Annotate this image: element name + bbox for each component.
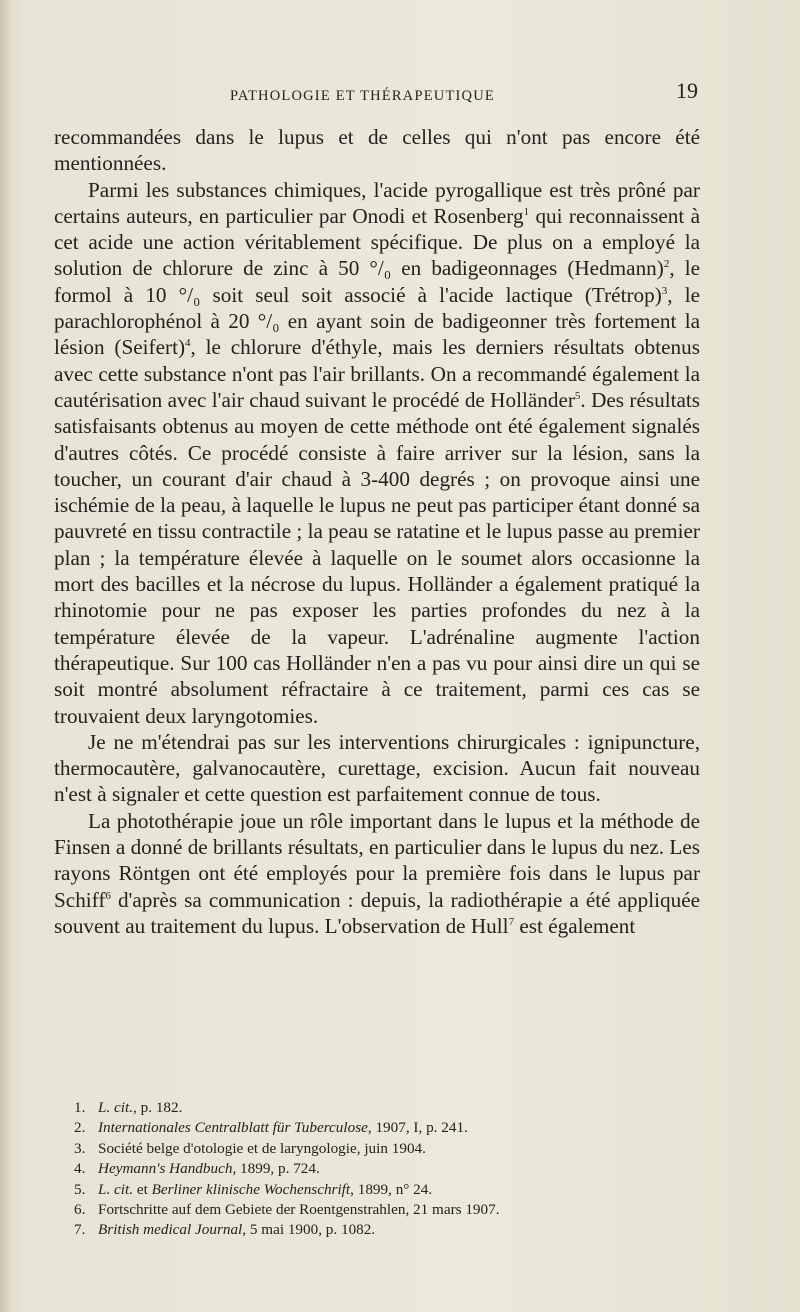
footnote-ref: 2 <box>663 258 670 271</box>
footnote-title: Heymann's Handbuch <box>98 1160 233 1178</box>
text-run: , le parachlorophénol à 20 °/₀ en ayant soin de badigeonner très fortement la lésion (Seifert) <box>54 282 700 360</box>
footnote <box>74 1118 714 1138</box>
footnote-title: Berliner klinische Wochenschrift <box>151 1180 351 1198</box>
page-number: 19 <box>676 78 698 103</box>
footnote-number: 4. <box>74 1160 86 1178</box>
footnote-text: , 1907, I, p. 241. <box>367 1119 468 1137</box>
footnote-text: , 5 mai 1900, p. 1082. <box>242 1221 376 1239</box>
text-run: qui reconnaissent à cet acide une action véritablement spécifique. De plus on a employé la solution de chlorure de zinc à 50 °/₀ en badigeonnages (Hedmann) <box>54 203 700 281</box>
text-run: , le chlorure d'éthyle, mais les derniers résultats obtenus avec cette substance n'ont pas l'air brillants. On a recommandé également la cautérisation avec l'air chaud suivant le procédé de Holländer <box>54 335 700 412</box>
footnote-title: Internationales Centralblatt für Tuberculose <box>98 1119 368 1137</box>
footnote-title: British medical Journal <box>98 1221 243 1239</box>
footnotes <box>74 1098 714 1241</box>
text-run: d'après sa communication : depuis, la radiothérapie a été appliquée souvent au traitement du lupus. L'observation de Hull <box>54 887 700 938</box>
footnote-text: Fortschritte auf dem Gebiete der Roentgenstrahlen, 21 mars 1907. <box>98 1201 500 1219</box>
footnote-text: et <box>133 1180 152 1198</box>
text-run: Parmi les substances chimiques, l'acide pyrogallique est très prôné par certains auteurs, en particulier par Onodi et Rosenberg <box>54 177 700 228</box>
paragraph-chemical-substances <box>54 177 700 729</box>
paragraph-phototherapy <box>54 808 700 939</box>
footnote <box>74 1139 714 1159</box>
footnote-number: 2. <box>74 1119 86 1137</box>
text-run: est également <box>514 913 636 938</box>
footnote-number: 1. <box>74 1099 86 1116</box>
footnote-number: 5. <box>74 1180 86 1198</box>
footnote <box>74 1220 714 1240</box>
footnote-ref: 4 <box>185 337 191 350</box>
text-run: . Des résultats satisfaisants obtenus au moyen de cette méthode ont été également signalés d'autres côtés. Ce procédé consiste à faire arriver sur la lésion, sans la toucher, un courant d'air chaud à 3-400 degrés ; on provoque ainsi une ischémie de la peau, à laquelle le lupus ne peut pas participer étant donné sa pauvreté en tissu contractile ; la peau se ratatine et le lupus passe au premier plan ; la température élevée à laquelle on le soumet alors occasionne la mort des bacilles et la nécrose du lupus. Holländer a également pratiqué la rhinotomie pour ne pas exposer les parties profondes du nez à la température élevée de la vapeur. L'adrénaline augmente l'action thérapeutique. Sur 100 cas Holländer n'en a pas vu pour ainsi dire un qui se soit montré absolument réfractaire à ce traitement, parmi ces cas se trouvaient deux laryngotomies. <box>54 387 700 728</box>
footnote-text: , 1899, n° 24. <box>350 1180 433 1198</box>
footnote-ref: 7 <box>508 915 515 928</box>
footnote <box>74 1180 714 1200</box>
running-title: PATHOLOGIE ET THÉRAPEUTIQUE <box>230 88 495 104</box>
footnote <box>74 1200 714 1220</box>
footnote-ref: 3 <box>661 284 668 297</box>
footnote-title: L. cit. <box>98 1180 134 1198</box>
footnote-ref: 6 <box>105 889 111 902</box>
text-run: La photothérapie joue un rôle important dans le lupus et la méthode de Finsen a donné de brillants résultats, en particulier dans le lupus du nez. Les rayons Röntgen ont été employés pour la première fois dans le lupus par Schiff <box>54 808 700 912</box>
footnote-title: L. cit. <box>98 1099 134 1116</box>
paragraph-surgery: Je ne m'étendrai pas sur les interventions chirurgicales : ignipuncture, thermocautère, galvanocautère, curettage, excision. Aucun fait nouveau n'est à signaler et cette question est parfaitement connue de tous. <box>54 729 700 807</box>
paragraph-continued: recommandées dans le lupus et de celles qui n'ont pas encore été mentionnées. <box>54 125 700 176</box>
page-binding-edge <box>0 0 10 1312</box>
footnote-number: 6. <box>74 1201 86 1219</box>
footnote-number: 7. <box>74 1221 86 1239</box>
main-text <box>54 124 700 939</box>
footnote-ref: 5 <box>574 389 581 402</box>
text-run: , le formol à 10 °/₀ soit seul soit associé à l'acide lactique (Trétrop) <box>54 256 700 307</box>
footnote-ref: 1 <box>523 205 530 218</box>
footnote <box>74 1098 714 1118</box>
footnote-text: , 1899, p. 724. <box>232 1160 320 1178</box>
footnote-text: , p. 182. <box>133 1099 183 1116</box>
footnote-text: Société belge d'otologie et de laryngologie, juin 1904. <box>98 1139 426 1157</box>
footnote <box>74 1159 714 1179</box>
footnote-number: 3. <box>74 1139 86 1157</box>
